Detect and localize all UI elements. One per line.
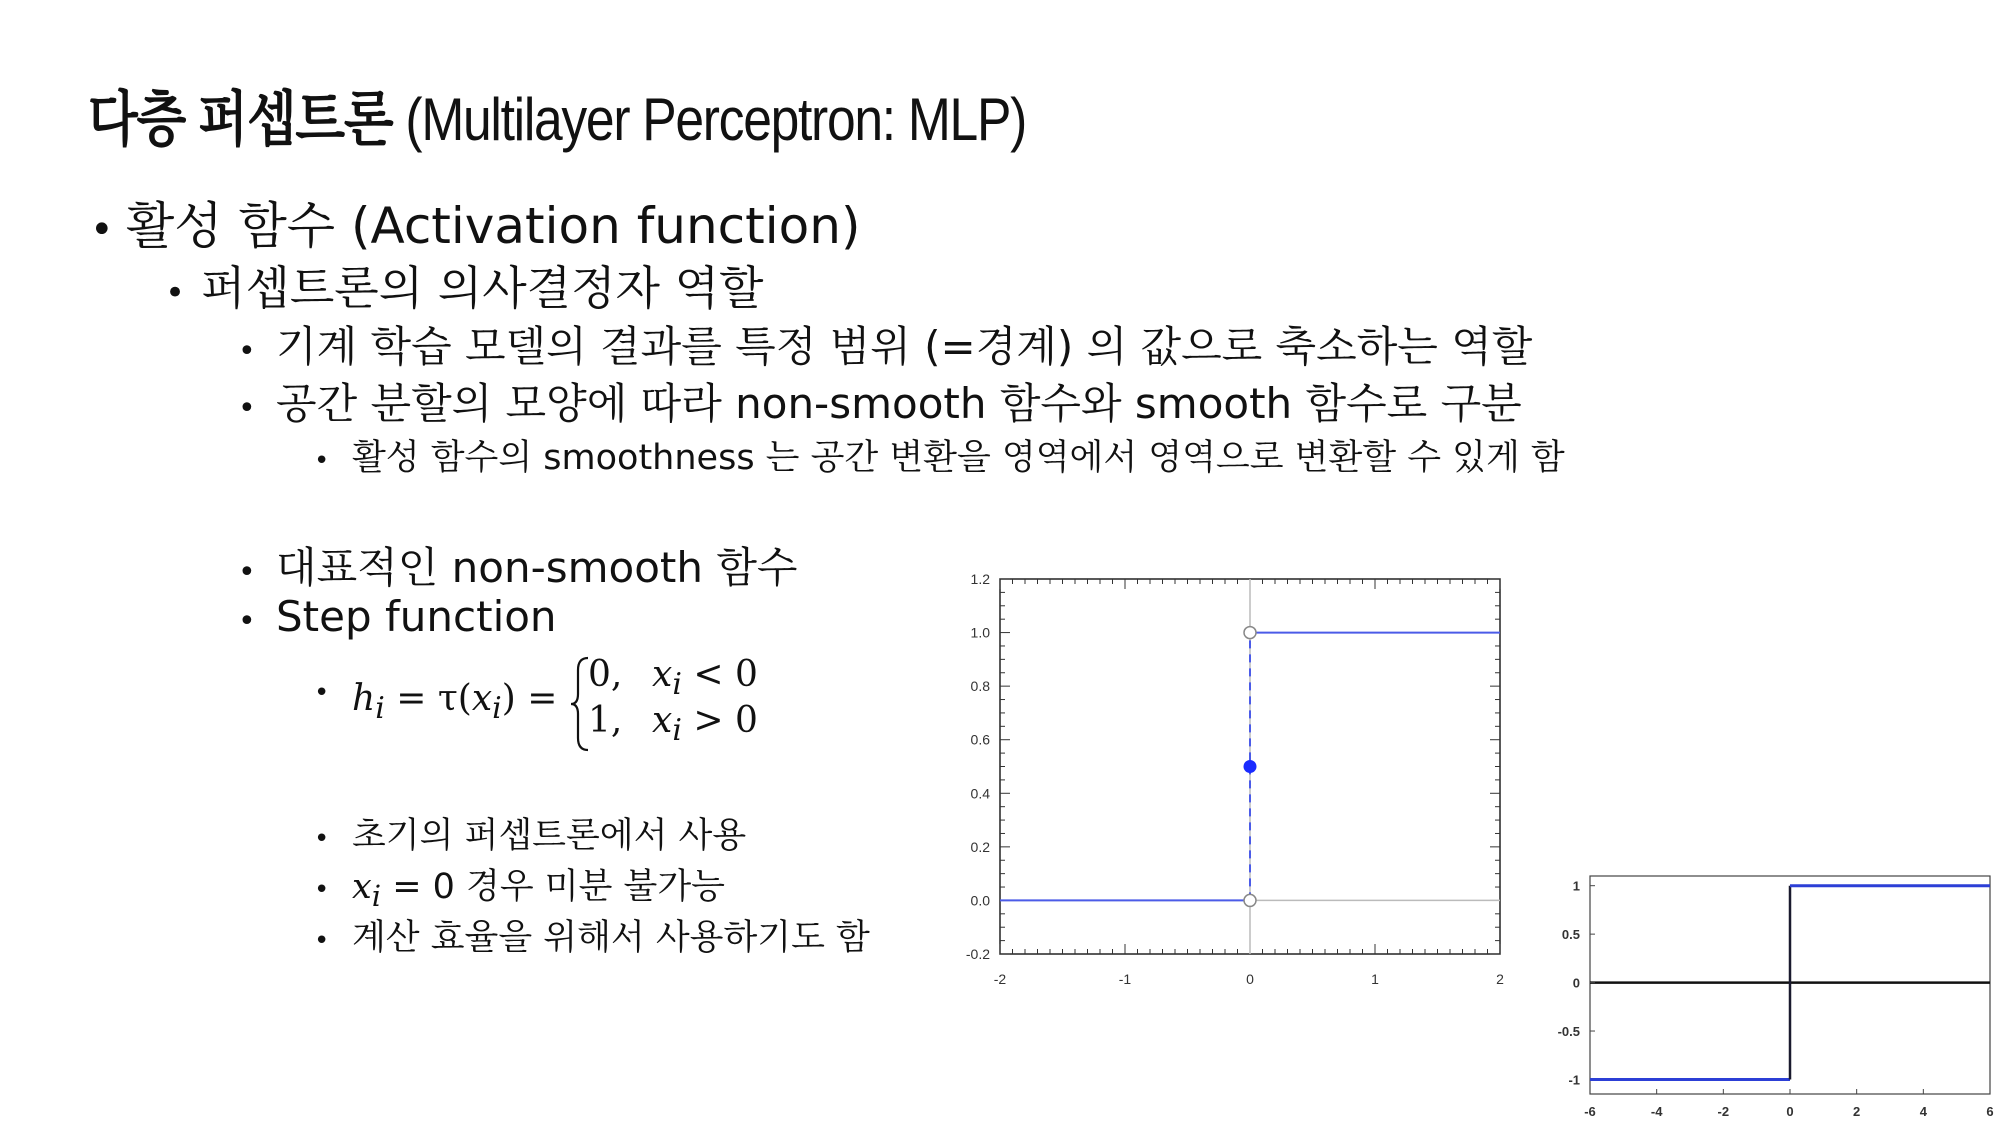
x-tick-label: -4 [1650, 1104, 1663, 1119]
filled-point [1244, 760, 1257, 773]
y-tick-label: 0.0 [970, 892, 990, 909]
bullet-early-perceptron [314, 808, 746, 858]
y-tick-label: -0.5 [1557, 1024, 1580, 1040]
case-1-condition: < 0 [681, 654, 758, 695]
y-tick-label: 0.2 [970, 838, 990, 855]
case-2-value: 1, [588, 700, 623, 741]
bullet-text: 공간 분할의 모양에 따라 non-smooth 함수와 smooth 함수로 구분 [276, 379, 1522, 428]
sign-function-chart [1540, 870, 2000, 1125]
bullet-dot: • [238, 555, 256, 590]
x-tick-label: 2 [1853, 1104, 1861, 1119]
case-1-x-sub: i [672, 667, 682, 703]
x-tick-label: -6 [1584, 1104, 1596, 1119]
diff-x: x [352, 867, 372, 907]
bullet-decision-role [165, 252, 763, 318]
bullet-text: 초기의 퍼셉트론에서 사용 [352, 816, 747, 856]
bullet-dot: • [314, 926, 330, 956]
bullet-text: 활성 함수의 smoothness 는 공간 변환을 영역에서 영역으로 변환할 수 있게 함 [352, 438, 1565, 478]
y-tick-label: 1.2 [970, 571, 990, 587]
open-point [1244, 627, 1256, 639]
y-tick-label: -0.2 [965, 946, 990, 962]
case-2-x-sub: i [672, 713, 682, 749]
y-tick-label: -1 [1568, 1072, 1580, 1088]
bullet-reduce-range [238, 314, 1532, 374]
y-tick-label: 0.4 [970, 785, 990, 802]
bullet-text: 기계 학습 모델의 결과를 특정 범위 (=경계) 의 값으로 축소하는 역할 [276, 322, 1533, 371]
bullet-step-function [238, 592, 557, 641]
x-tick-label: 0 [1246, 971, 1254, 987]
case-2-x: x [652, 700, 673, 741]
y-tick-label: 0.8 [970, 678, 990, 695]
bullet-dot: • [314, 678, 330, 708]
title-korean: 다층 퍼셉트론 [88, 86, 393, 153]
bullet-activation-function [90, 186, 860, 258]
x-tick-label: 2 [1496, 971, 1504, 987]
x-tick-label: -2 [993, 971, 1007, 987]
formula-lhs [352, 678, 557, 726]
slide-title [88, 72, 1026, 158]
x-tick-label: 6 [1986, 1104, 1994, 1119]
open-point [1244, 894, 1256, 906]
bullet-space-split [238, 371, 1522, 431]
y-tick-label: 0 [1572, 975, 1580, 991]
bullet-dot: • [238, 391, 256, 426]
case-1-value: 0, [588, 654, 623, 695]
diff-x-sub: i [371, 879, 382, 913]
formula-tau: = τ( [384, 678, 472, 719]
y-tick-label: 0.5 [1561, 927, 1580, 943]
y-tick-label: 1.0 [970, 624, 990, 641]
y-tick-label: 0.6 [970, 731, 990, 748]
x-tick-label: 4 [1919, 1104, 1927, 1119]
bullet-dot: • [165, 273, 186, 313]
x-tick-label: 0 [1786, 1104, 1794, 1119]
bullet-nonsmooth [238, 535, 798, 595]
formula-x-sub: i [492, 691, 502, 727]
formula-h: h [352, 678, 376, 719]
bullet-smoothness [314, 430, 1565, 480]
x-tick-label: -2 [1717, 1104, 1730, 1119]
case-1-x: x [652, 654, 673, 695]
x-tick-label: -1 [1118, 971, 1132, 987]
formula-case-2 [588, 700, 758, 748]
y-tick-label: 1 [1572, 878, 1580, 894]
bullet-efficiency [314, 910, 870, 960]
formula-h-sub: i [375, 691, 385, 727]
case-2-condition: > 0 [681, 700, 758, 741]
x-tick-label: 1 [1371, 971, 1379, 987]
bullet-text: Step function [276, 592, 557, 641]
formula-x: x [471, 678, 493, 719]
formula-case-1 [588, 654, 758, 702]
bullet-dot: • [314, 875, 330, 905]
bullet-text: 대표적인 non-smooth 함수 [276, 543, 798, 592]
step-function-chart [950, 565, 1520, 1005]
bullet-dot: • [314, 446, 330, 476]
bullet-text: = 0 경우 미분 불가능 [381, 867, 725, 907]
formula-equals: ) = [501, 678, 558, 719]
title-english: (Multilayer Perceptron: MLP) [405, 86, 1026, 153]
bullet-text: 활성 함수 (Activation function) [126, 197, 861, 255]
bullet-text: 퍼셉트론의 의사결정자 역할 [201, 261, 764, 315]
bullet-text: 계산 효율을 위해서 사용하기도 함 [352, 918, 870, 958]
bullet-dot: • [238, 334, 256, 369]
bullet-dot: • [238, 604, 256, 639]
bullet-dot: • [314, 824, 330, 854]
bullet-not-differentiable [314, 859, 725, 913]
bullet-dot: • [90, 207, 114, 253]
